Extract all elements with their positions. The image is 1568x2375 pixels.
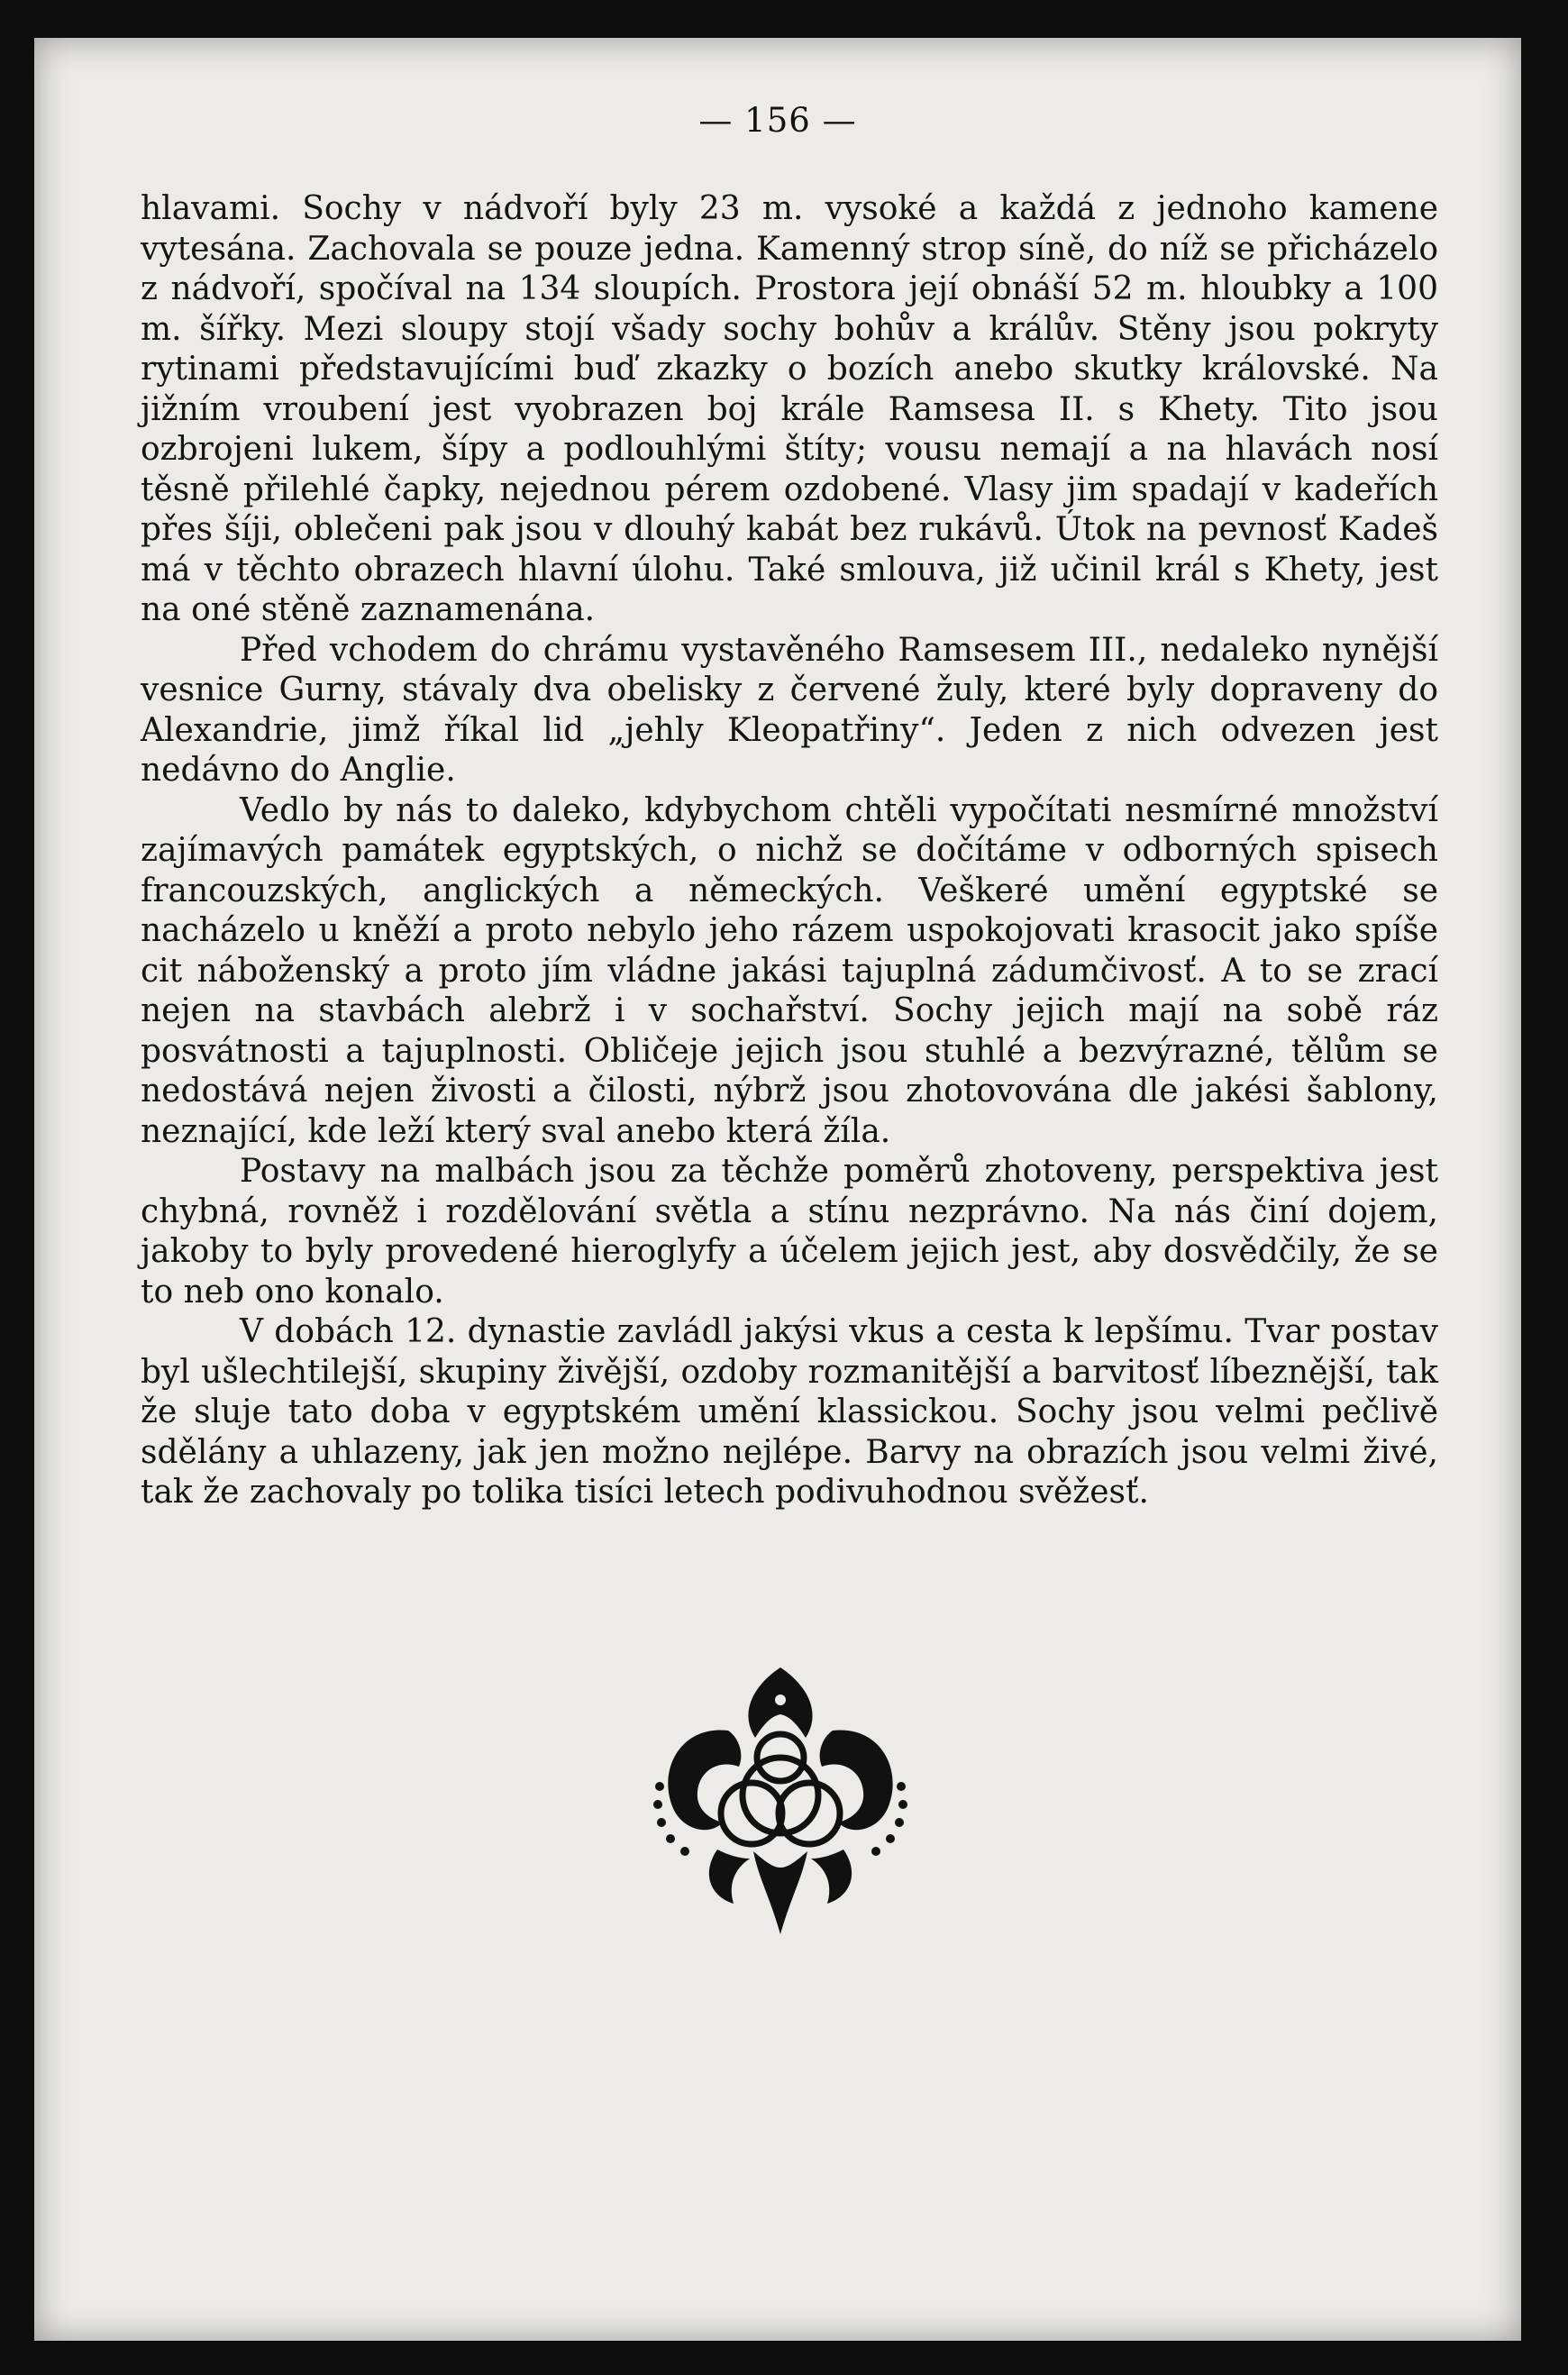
paragraph-3: Vedlo by nás to daleko, kdybychom chtěli vypočítati nesmírné množství zajímavých památek egyptských, o nichž se dočítáme v odborných spisech francouzských, anglických a německých. Veškeré umění egyptské se nacházelo u kněží a proto nebylo jeho rázem uspokojovati krasocit jako spíše cit náboženský a proto jím vládne jakási tajuplná zádumčivosť. A to se zrací nejen na stavbách alebrž i v sochařství. Sochy jejich mají na sobě ráz posvátnosti a tajuplnosti. Obličeje jejich jsou stuhlé a bezvýrazné, tělům se nedostává nejen živosti a čilosti, nýbrž jsou zhotovována dle jakési šablony, neznající, kde leží který sval anebo která žíla. — [141, 791, 1438, 1150]
paragraph-2: Před vchodem do chrámu vystavěného Ramsesem III., nedaleko nynější vesnice Gurny, stávaly dva obelisky z červené žuly, které byly dopraveny do Alexandrie, jimž říkal lid „jehly Kleopatřiny“. Jeden z nich odvezen jest nedávno do Anglie. — [141, 631, 1438, 789]
book-page — [34, 38, 1521, 2341]
floral-ornament-icon — [645, 1660, 916, 1940]
paragraph-5: V dobách 12. dynastie zavládl jakýsi vkus a cesta k lepšímu. Tvar postav byl ušlechtilejší, skupiny živější, ozdoby rozmanitější a barvitosť líbeznější, tak že sluje tato doba v egyptském umění klassickou. Sochy jsou velmi pečlivě sdělány a uhlazeny, jak jen možno nejlépe. Barvy na obrazích jsou velmi živé, tak že zachovaly po tolika tisíci letech podivuhodnou svěžesť. — [141, 1313, 1438, 1511]
page-number: — 156 — — [698, 101, 857, 140]
paragraph-4: Postavy na malbách jsou za těchže poměrů zhotoveny, perspektiva jest chybná, rovněž i rozdělování světla a stínu nezprávno. Na nás činí dojem, jakoby to byly provedené hieroglyfy a účelem jejich jest, aby dosvědčily, že se to neb ono konalo. — [141, 1153, 1438, 1311]
body-text — [141, 189, 1438, 1513]
paragraph-1: hlavami. Sochy v nádvoří byly 23 m. vysoké a každá z jednoho kamene vytesána. Zachovala se pouze jedna. Kamenný strop síně, do níž se přicházelo z nádvoří, spočíval na 134 sloupích. Prostora její obnáší 52 m. hloubky a 100 m. šířky. Mezi sloupy stojí všady sochy bohův a králův. Stěny jsou pokryty rytinami představujícími buď zkazky o bozích anebo skutky královské. Na jižním vroubení jest vyobrazen boj krále Ramsesa II. s Khety. Tito jsou ozbrojeni lukem, šípy a podlouhlými štíty; vousu nemají a na hlavách nosí těsně přilehlé čapky, nejednou pérem ozdobené. Vlasy jim spadají v kadeřích přes šíji, oblečeni pak jsou v dlouhý kabát bez rukávů. Útok na pevnosť Kadeš má v těchto obrazech hlavní úlohu. Také smlouva, již učinil král s Khety, jest na oné stěně zaznamenána. — [141, 190, 1438, 628]
